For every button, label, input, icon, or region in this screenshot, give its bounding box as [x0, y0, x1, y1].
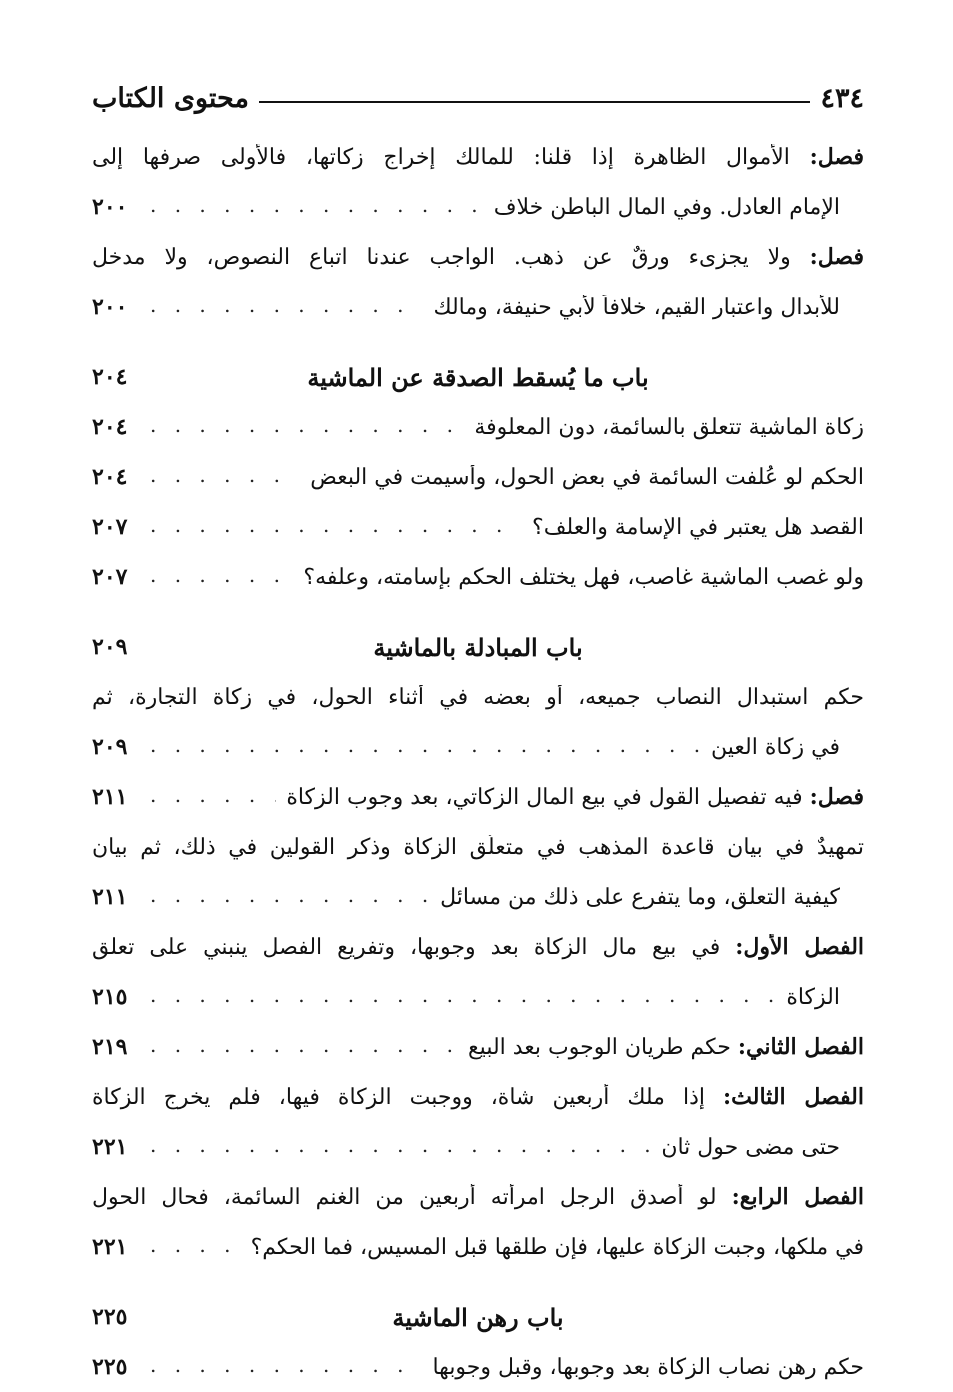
leader-dots: [150, 413, 464, 441]
spacer: [92, 332, 864, 352]
leader-dots: [150, 733, 701, 761]
section-label: الفصل الأول:: [735, 934, 864, 960]
entry-page-number: ٢٠٩: [92, 734, 128, 760]
entry-page-number: ٢١٥: [92, 984, 128, 1010]
toc-line: [92, 132, 864, 182]
leader-dots: [150, 983, 776, 1011]
leader-dots: [150, 463, 300, 491]
toc-line: [92, 402, 864, 452]
chapter-title: باب ما يُسقط الصدقة عن الماشية: [307, 362, 649, 392]
toc-line: [92, 1342, 864, 1392]
leader-dots: [150, 1133, 651, 1161]
entry-page-number: ٢٠٤: [92, 414, 128, 440]
toc-line: [92, 722, 864, 772]
entry-text: إذا ملك أربعين شاة، ووجبت الزكاة فيها، فلم يخرج الزكاة: [92, 1085, 706, 1110]
toc-line: [92, 822, 864, 872]
spacer: [92, 602, 864, 622]
leader-dots: [150, 1353, 422, 1381]
table-of-contents: [92, 132, 864, 1392]
leader-dots: [150, 783, 276, 811]
toc-line: [92, 772, 864, 822]
leader-dots: [150, 563, 293, 591]
entry-page-number: ٢١١: [92, 884, 128, 910]
entry-text: حكم استبدال النصاب جميعه، أو بعضه في أثناء الحول، في زكاة التجارة، ثم: [92, 684, 864, 710]
toc-line: [92, 452, 864, 502]
leader-dots: [150, 513, 522, 541]
entry-text: الزكاة: [786, 984, 840, 1010]
entry-page-number: ٢٠٩: [92, 634, 128, 660]
entry-text: حتى مضى حول ثان: [661, 1134, 840, 1160]
leader-dots: [150, 193, 484, 221]
toc-line: [92, 552, 864, 602]
section-label: الفصل الثاني:: [737, 1034, 864, 1060]
entry-page-number: ٢٢٥: [92, 1354, 128, 1380]
chapter-heading: [92, 622, 864, 672]
chapter-heading: [92, 352, 864, 402]
entry-text: حكم رهن نصاب الزكاة بعد وجوبها، وقبل وجوبها: [432, 1354, 864, 1380]
toc-line: [92, 972, 864, 1022]
entry-text: القصد هل يعتبر في الإسامة والعلف؟: [532, 514, 864, 540]
entry-page-number: ٢٢٥: [92, 1304, 128, 1330]
page-number: ٤٣٤: [820, 82, 864, 114]
section-label: فصل:: [809, 244, 864, 270]
leader-dots: [150, 883, 430, 911]
leader-dots: [150, 1233, 241, 1261]
toc-line: [92, 1222, 864, 1272]
toc-line: [92, 282, 864, 332]
entry-text: ولا يجزىء ورقٌ عن ذهب. الواجب عندنا اتباع النصوص، ولا مدخل: [92, 245, 791, 270]
spacer: [92, 1272, 864, 1292]
entry-text: الإمام العادل. وفي المال الباطن خلاف: [493, 194, 840, 220]
entry-text: للأبدال واعتبار القيم، خلافاً لأبي حنيفة، ومالك: [433, 294, 840, 320]
entry-page-number: ٢٢١: [92, 1234, 128, 1260]
entry-page-number: ٢٠٠: [92, 194, 128, 220]
entry-page-number: ٢٠٠: [92, 294, 128, 320]
entry-page-number: ٢٠٧: [92, 564, 128, 590]
entry-text: تمهيدٌ في بيان قاعدة المذهب في متعلّق الزكاة وذكر القولين في ذلك، ثم بيان: [92, 834, 864, 860]
entry-page-number: ٢١٩: [92, 1034, 128, 1060]
entry-text: فيه تفصيل القول في بيع المال الزكاتي، بعد وجوب الزكاة: [286, 785, 803, 810]
entry-page-number: ٢٠٤: [92, 464, 128, 490]
section-label: فصل:: [809, 784, 864, 810]
entry-text: زكاة الماشية تتعلق بالسائمة، دون المعلوفة: [474, 414, 864, 440]
entry-text: لو أصدق الرجل امرأته أربعين من الغنم السائمة، فحال الحول: [92, 1185, 717, 1210]
entry-text: حكم طريان الوجوب بعد البيع: [467, 1035, 731, 1060]
toc-line: [92, 1072, 864, 1122]
entry-text: الأموال الظاهرة إذا قلنا: للمالك إخراج زكاتها، فالأولى صرفها إلى: [92, 145, 790, 170]
toc-line: [92, 672, 864, 722]
header-rule: [259, 101, 811, 103]
section-label: الفصل الرابع:: [731, 1184, 864, 1210]
leader-dots: [150, 293, 423, 321]
entry-page-number: ٢١١: [92, 784, 128, 810]
entry-text: ولو غصب الماشية غاصب، فهل يختلف الحكم بإسامته، وعلفه؟: [303, 564, 864, 590]
running-title: محتوى الكتاب: [92, 82, 249, 114]
toc-line: [92, 502, 864, 552]
toc-line: [92, 1022, 864, 1072]
toc-line: [92, 1172, 864, 1222]
toc-line: [92, 182, 864, 232]
leader-dots: [150, 1033, 458, 1061]
chapter-title: باب المبادلة بالماشية: [373, 632, 583, 662]
toc-line: [92, 922, 864, 972]
entry-page-number: ٢٢١: [92, 1134, 128, 1160]
toc-line: [92, 1122, 864, 1172]
chapter-title: باب رهن الماشية: [392, 1302, 564, 1332]
entry-text: في بيع مال الزكاة بعد وجوبها، وتفريع الفصل ينبني على تعلق: [92, 935, 721, 960]
entry-page-number: ٢٠٤: [92, 364, 128, 390]
entry-text: في زكاة العين: [711, 734, 840, 760]
entry-page-number: ٢٠٧: [92, 514, 128, 540]
entry-text: الحكم لو عُلفت السائمة في بعض الحول، وأُسيمت في البعض: [310, 464, 864, 490]
section-label: فصل:: [809, 144, 864, 170]
toc-line: [92, 872, 864, 922]
entry-text: كيفية التعلق، وما يتفرع على ذلك من مسائل: [440, 884, 840, 910]
section-label: الفصل الثالث:: [723, 1084, 864, 1110]
toc-line: [92, 232, 864, 282]
entry-text: في ملكها، وجبت الزكاة عليها، فإن طلقها قبل المسيس، فما الحكم؟: [250, 1234, 864, 1260]
page-header: [92, 78, 864, 118]
chapter-heading: [92, 1292, 864, 1342]
